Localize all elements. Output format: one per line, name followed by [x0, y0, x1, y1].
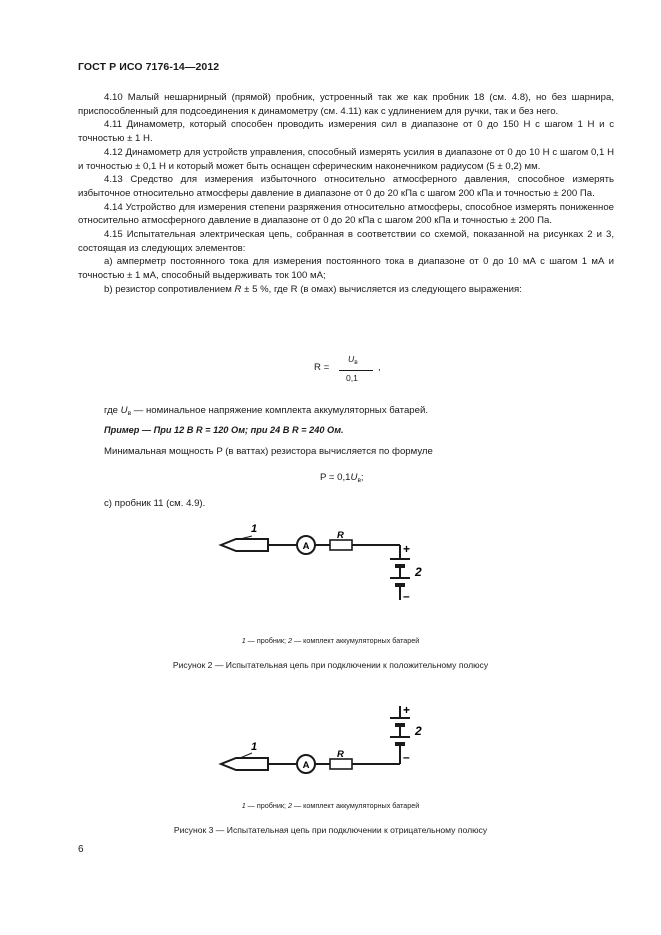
min-power-text: Минимальная мощность P (в ваттах) резистора вычисляется по формуле [104, 446, 433, 457]
fig3-probe-shape [221, 758, 268, 770]
paragraph-4-12: 4.12 Динамометр для устройств управления, способный измерять усилия в диапазоне от 0 до 10 Н с шагом 0,1 Н и точностью ± 0,1 Н и который может быть оснащен сферическим наконечником радиусом (5 ± 0,2) мм. [78, 146, 614, 172]
fig2-label-probe: 1 [251, 523, 258, 535]
figure-2-caption: Рисунок 2 — Испытательная цепь при подключении к положительному полюсу [172, 660, 489, 670]
formula-r-numerator: $U_в$ [348, 354, 358, 366]
paragraph-4-11: 4.11 Динамометр, который способен проводить измерения сил в диапазоне от 0 до 150 Н с шагом 1 Н и с точностью ± 1 Н. [78, 119, 614, 145]
figure-2-legend: 1 — пробник; 2 — комплект аккумуляторных батарей [241, 636, 420, 645]
fig2-resistor-box [330, 540, 352, 550]
page-number: 6 [78, 844, 84, 855]
item-b-resistor: b) резистор сопротивлением R ± 5 %, где R (в омах) вычисляется из следующего выражения: [104, 283, 522, 295]
paragraph-4-14: 4.14 Устройство для измерения степени разряжения относительно атмосферы, способное измерять пониженное относительно атмосферного давление в диапазоне от 0 до 20 кПа с шагом 200 кПа и точностью ± 200 Па. [78, 201, 614, 227]
fig3-minus-sign: – [403, 750, 410, 764]
formula-r-denominator: 0,1 [346, 373, 358, 383]
fig3-label-probe: 1 [251, 741, 258, 753]
example-note: Пример — При 12 В R = 120 Ом; при 24 В R = 240 Ом. [104, 425, 344, 435]
fig2-plus-sign: + [403, 542, 411, 556]
fig2-resistor-label: R [337, 530, 344, 541]
figure-3-caption: Рисунок 3 — Испытательная цепь при подключении к отрицательному полюсу [173, 825, 488, 835]
paragraph-4-13: 4.13 Средство для измерения избыточного относительно атмосферного давления, способное измерять избыточное относительно атмосферы давление в диапазоне от 0 до 20 кПа с шагом 200 кПа и точностью ± 200 Па. [78, 174, 614, 199]
fig3-resistor-box [330, 759, 352, 769]
fig2-minus-sign: – [403, 589, 410, 603]
fig2-label-battery: 2 [415, 565, 422, 579]
fig3-resistor-label: R [337, 749, 344, 760]
fig2-probe-shape [221, 539, 268, 551]
fig3-plus-sign: + [403, 703, 411, 717]
item-c-probe: с) пробник 11 (см. 4.9). [104, 498, 206, 509]
fig2-wiring [221, 536, 410, 600]
formula-r-lhs: R = [314, 362, 330, 373]
where-definition: где $U_в$ — номинальное напряжение комплекта аккумуляторных батарей. [104, 405, 428, 417]
fig3-label-battery: 2 [415, 724, 422, 738]
fig3-ammeter-label: A [302, 760, 310, 771]
item-a-ammeter: a) амперметр постоянного тока для измерения постоянного тока в диапазоне от 0 до 10 мА с шагом 1 мА и точностью ± 1 мА, способный выдерживать ток 100 мА; [78, 256, 614, 282]
paragraph-4-15: 4.15 Испытательная электрическая цепь, собранная в соответствии со схемой, показанной на рисунках 2 и 3, состоящая из следующих элементов: [78, 229, 614, 254]
fig3-wiring [221, 706, 410, 773]
formula-p: $P = 0,1U_в$; [320, 472, 364, 484]
paragraph-4-10: 4.10 Малый нешарнирный (прямой) пробник, устроенный так же как пробник 18 (см. 4.8), но без шарнира, приспособленный для подсоединения к динамометру (см. 4.11) как с удлинением для ручки, так и без него. [78, 92, 614, 117]
fig2-ammeter-label: A [302, 541, 310, 552]
formula-r-tail: , [378, 362, 381, 373]
document-header: ГОСТ Р ИСО 7176-14—2012 [78, 61, 220, 73]
figure-3-legend: 1 — пробник; 2 — комплект аккумуляторных батарей [241, 801, 420, 810]
